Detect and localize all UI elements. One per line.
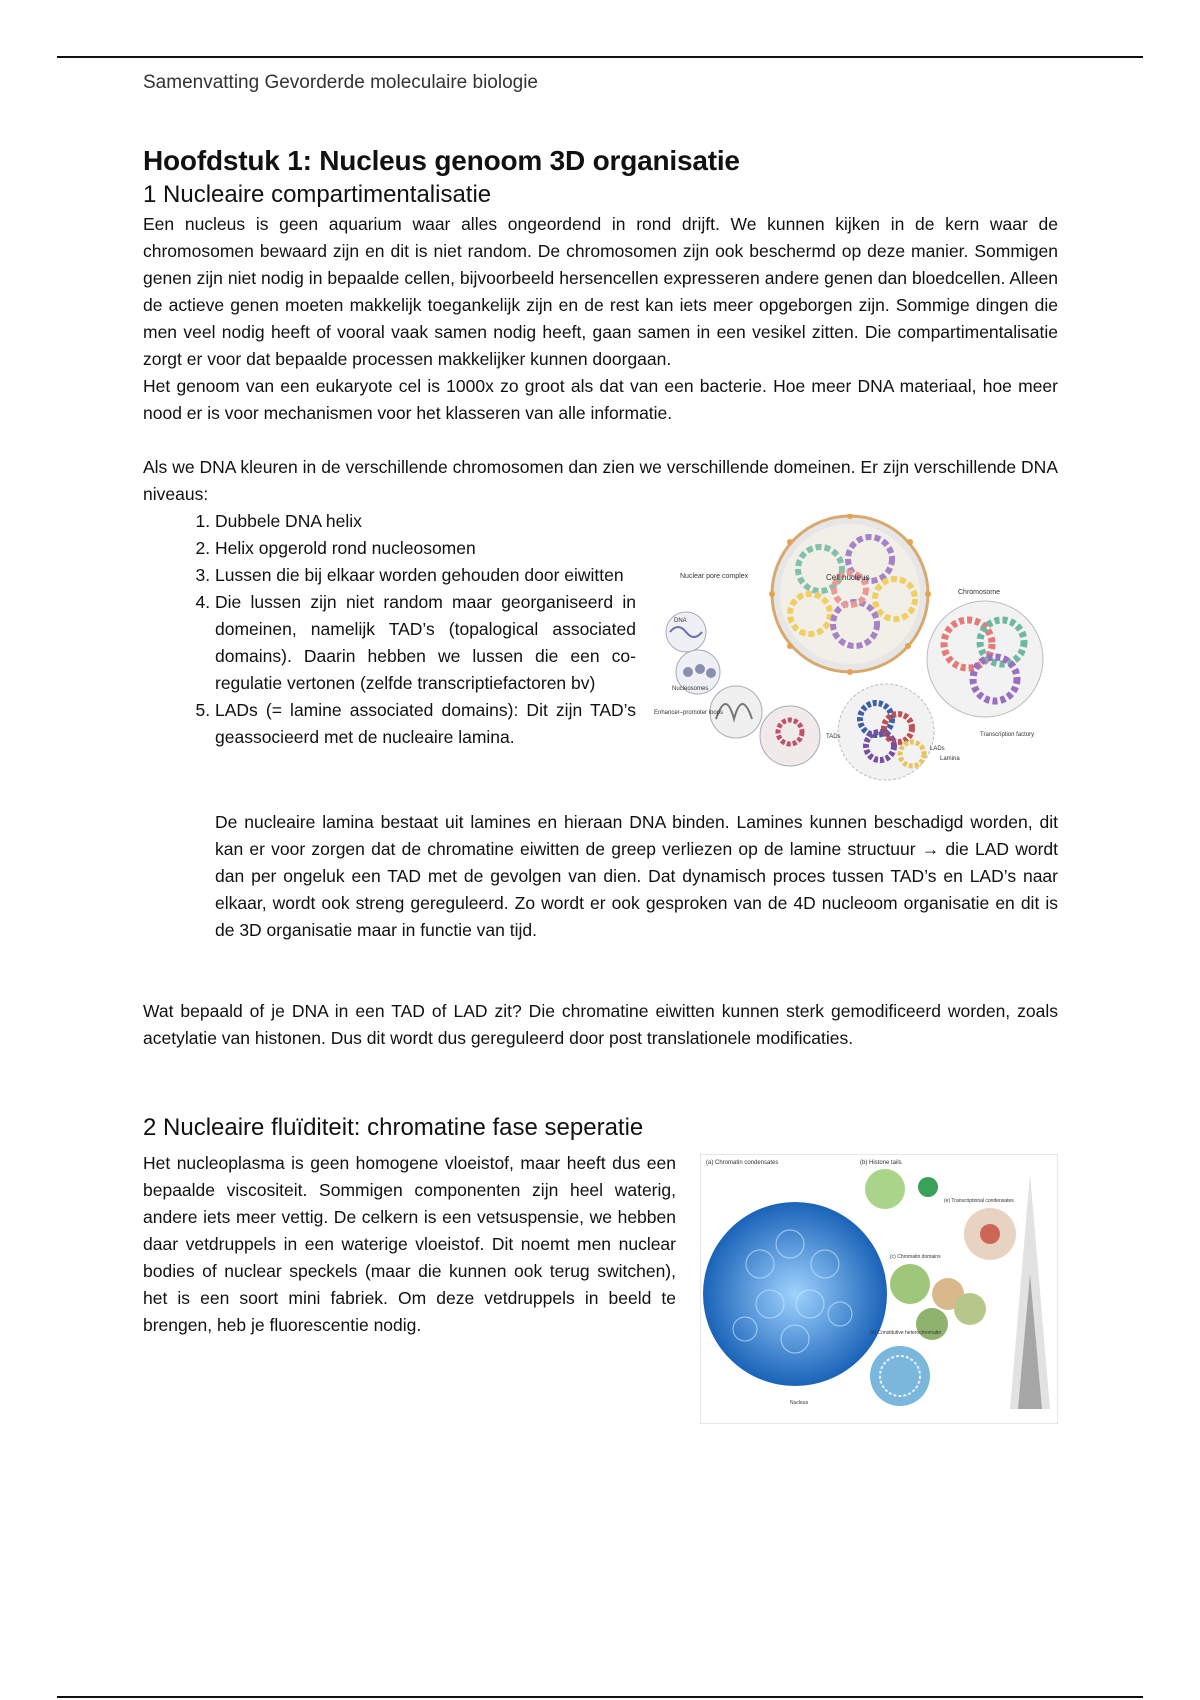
nucleus-organization-svg xyxy=(650,514,1058,809)
nuclear-fluidity-svg xyxy=(700,1154,1058,1424)
list-item: 2. Helix opgerold rond nucleosomen xyxy=(215,535,1058,562)
label-cell-nucleus: Cell nucleus xyxy=(826,573,870,582)
label-nucleosomes: Nucleosomes xyxy=(672,686,709,692)
list-item: 1. Dubbele DNA helix xyxy=(215,508,1058,535)
top-rule xyxy=(57,56,1143,58)
label-e: (e) Transcriptional condensates xyxy=(944,1198,1014,1204)
label-transcription-factory: Transcription factory xyxy=(980,732,1035,738)
running-header: Samenvatting Gevorderde moleculaire biologie xyxy=(143,72,539,93)
section1-paragraph-4: Wat bepaald of je DNA in een TAD of LAD zit? Die chromatine eiwitten kunnen sterk gemodificeerd worden, zoals acetylatie van histonen. Dus dit wordt dus gereguleerd door post translationele modificaties. xyxy=(143,1001,1058,1048)
label-nucleus: Nucleus xyxy=(790,1400,809,1406)
list-item: 5. LADs (= lamine associated domains): Dit zijn TAD’s geassocieerd met de nucleaire lamina. xyxy=(215,697,1058,751)
list-item: 3. Lussen die bij elkaar worden gehouden door eiwitten xyxy=(215,562,1058,589)
chapter-title: Hoofdstuk 1: Nucleus genoom 3D organisatie xyxy=(143,145,740,176)
label-lads: LADs xyxy=(930,746,945,752)
label-a: (a) Chromatin condensates xyxy=(706,1160,779,1166)
section1-paragraph-2: Het genoom van een eukaryote cel is 1000x zo groot als dat van een bacterie. Hoe meer DNA materiaal, hoe meer nood er is voor mechanismen voor het klasseren van alle informatie. xyxy=(143,376,1058,423)
section2-title: 2 Nucleaire fluïditeit: chromatine fase seperatie xyxy=(143,1114,644,1141)
page-body xyxy=(143,145,1058,1424)
section1-title: 1 Nucleaire compartimentalisatie xyxy=(143,181,492,208)
list-item: 4. Die lussen zijn niet random maar georganiseerd in domeinen, namelijk TAD’s (topalogical associated domains). Daarin hebben we lussen die een co-regulatie vertonen (zelfde transcriptiefactoren bv) xyxy=(215,589,1058,697)
nucleus-organization-figure xyxy=(650,514,1058,809)
label-d: (d) Constitutive heterochromatin xyxy=(870,1330,942,1336)
section1-paragraph-1: Een nucleus is geen aquarium waar alles ongeordend in rond drijft. We kunnen kijken in de kern waar de chromosomen bewaard zijn en dit is niet random. De chromosomen zijn ook beschermd op deze manier. Sommigen genen zijn niet nodig in bepaalde cellen, bijvoorbeeld hersencellen expresseren andere genen dan bloedcellen. Alleen de actieve genen moeten makkelijk toegankelijk zijn en de rest kan iets meer opgeborgen zijn. Sommige dingen die men veel nodig heeft of vooral vaak samen nodig heeft, gaan samen in een vesikel zitten. Die compartimentalisatie zorgt er voor dat bepaalde processen makkelijker kunnen doorgaan. xyxy=(143,214,1058,369)
section1-paragraph-3: Als we DNA kleuren in de verschillende chromosomen dan zien we verschillende domeinen. Er zijn verschillende DNA niveaus: xyxy=(143,457,1058,504)
label-nuclear-pore: Nuclear pore complex xyxy=(680,573,749,580)
label-c: (c) Chromatin domains xyxy=(890,1254,941,1260)
label-dna: DNA xyxy=(674,618,687,624)
bottom-rule xyxy=(57,1696,1143,1698)
list-continuation: De nucleaire lamina bestaat uit lamines en hieraan DNA binden. Lamines kunnen beschadigd worden, dit kan er voor zorgen dat de chromatine eiwitten de greep verliezen op de lamine structuur → die LAD wordt dan per ongeluk een TAD met de gevolgen van dien. Dat dynamisch proces tussen TAD’s en LAD’s naar elkaar, wordt ook streng gereguleerd. Zo wordt er ook gesproken van de 4D nucleoom organisatie en dit is de 3D organisatie maar in functie van tijd. xyxy=(215,812,1058,940)
section2-paragraph-1: Het nucleoplasma is geen homogene vloeistof, maar heeft dus een bepaalde viscositeit. Sommigen componenten zijn heel waterig, andere iets meer vettig. De celkern is een vetsuspensie, we hebben daar vetdruppels in een waterige vloeistof. Dit noemt men nuclear bodies of nuclear speckels (maar die kunnen ook terug switchen), het is een soort mini fabriek. Om deze vetdruppels in beeld te brengen, heb je fluorescentie nodig. xyxy=(143,1153,676,1335)
label-lamina: Lamina xyxy=(940,756,960,762)
label-tads: TADs xyxy=(826,734,841,740)
label-b: (b) Histone tails xyxy=(860,1160,902,1166)
nuclear-fluidity-figure xyxy=(700,1154,1058,1424)
label-chromosome: Chromosome xyxy=(958,589,1001,596)
label-enhancer: Enhancer–promoter loops xyxy=(654,710,724,716)
